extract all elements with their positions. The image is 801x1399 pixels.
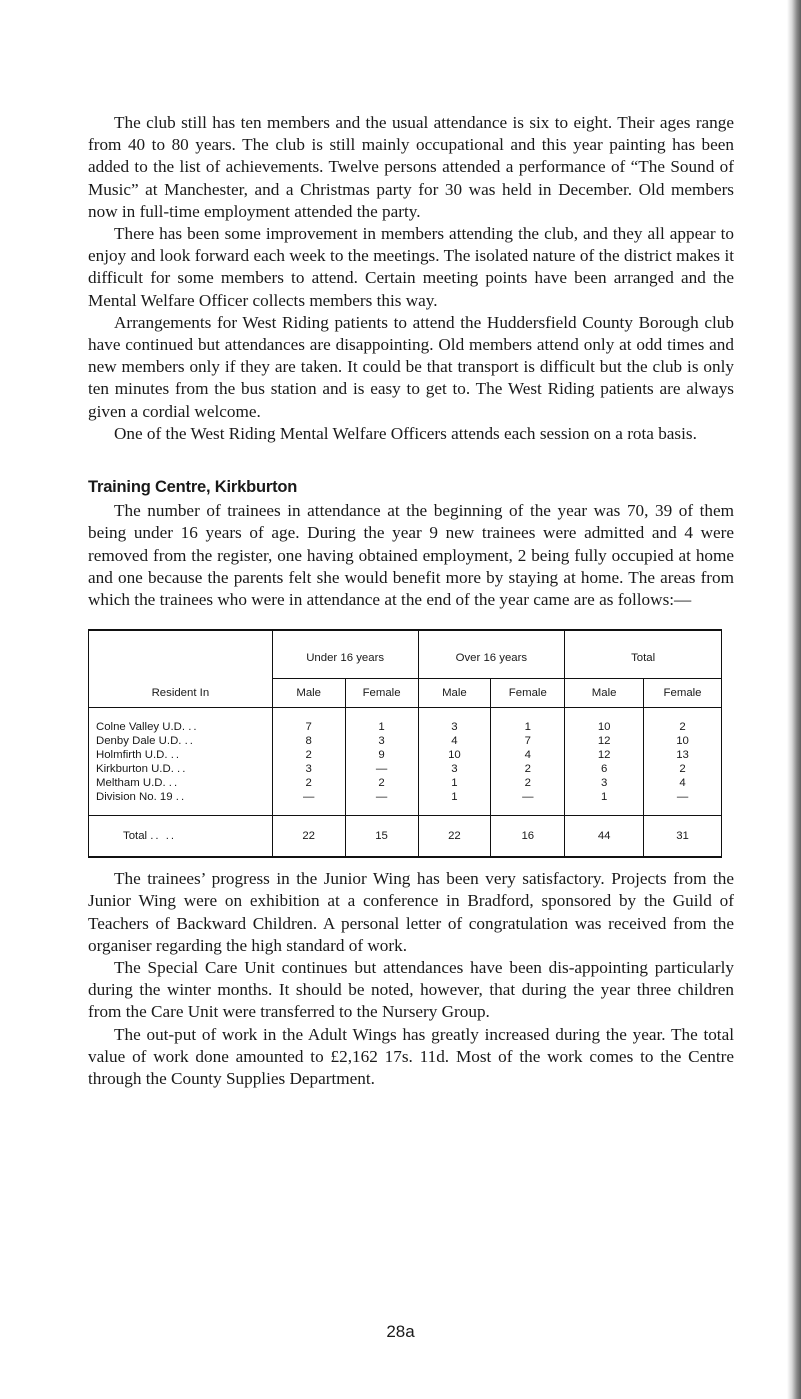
value-cell: 1 [418, 790, 491, 816]
table-row [89, 776, 722, 790]
paragraph-west-riding-arrangements: Arrangements for West Riding patients to attend the Huddersfield County Borough club have continued but attendances are disappointing. Old members attend only at odd times and new members only if they are taken. It could be that transport is difficult but the club is only ten minutes from the bus station and is easy to get to. The West Riding patients are always given a cordial welcome. [88, 312, 734, 421]
document-body [88, 112, 734, 1090]
table-total-row [89, 816, 722, 858]
value-cell: — [345, 762, 418, 776]
header-total-male: Male [565, 679, 644, 708]
value-cell: 3 [418, 708, 491, 735]
area-cell [89, 734, 273, 748]
header-over-16: Over 16 years [418, 630, 565, 679]
area-name: Division No. 19 [96, 791, 173, 804]
value-cell: 4 [418, 734, 491, 748]
leader-dots: .. .. [150, 830, 177, 843]
value-cell: 12 [565, 748, 644, 762]
leader-dots: .. [184, 735, 195, 748]
value-cell: 2 [491, 762, 565, 776]
paragraph-trainees-intro: The number of trainees in attendance at the beginning of the year was 70, 39 of them being under 16 years of age. During the year 9 new trainees were admitted and 4 were removed from the register, one having obtained employment, 2 being fully occupied at home and one because the parents felt she would benefit more by staying at home. The areas from which the trainees who were in attendance at the end of the year came are as follows:— [88, 501, 734, 610]
value-cell: 10 [676, 735, 689, 748]
page-number: 28a [386, 1322, 415, 1341]
area-cell [89, 790, 273, 816]
value-cell: — [345, 790, 418, 816]
value-cell: 3 [272, 762, 345, 776]
total-value-cell: 44 [565, 816, 644, 858]
area-cell [89, 708, 273, 735]
table-row [89, 734, 722, 748]
table-header-group-row [89, 630, 722, 679]
total-label: Total [123, 830, 148, 843]
value-cell: 2 [345, 776, 418, 790]
total-value-cell: 15 [345, 816, 418, 858]
value-cell: 7 [491, 734, 565, 748]
value-cell: 1 [565, 790, 644, 816]
area-cell [89, 748, 273, 762]
total-value-cell: 22 [418, 816, 491, 858]
header-under-16: Under 16 years [272, 630, 418, 679]
header-under-16-female: Female [345, 679, 418, 708]
value-cell: 3 [565, 776, 644, 790]
value-cell: 4 [491, 748, 565, 762]
header-over-16-female: Female [491, 679, 565, 708]
paragraph-club-attendance: There has been some improvement in members attending the club, and they all appear to enjoy and look forward each week to the meetings. The isolated nature of the district makes it difficult for some members to attend. Certain meeting points have been arranged and the Mental Welfare Officer collects members this way. [88, 224, 734, 310]
area-name: Holmfirth U.D. [96, 749, 168, 762]
leader-dots: .. [175, 791, 187, 804]
table-row [89, 762, 722, 776]
value-cell: 10 [565, 708, 644, 735]
value-cell: 13 [676, 749, 689, 762]
table-row [89, 790, 722, 816]
value-cell: — [491, 790, 565, 816]
area-name: Colne Valley U.D. [96, 721, 186, 734]
value-cell: 6 [565, 762, 644, 776]
value-cell: 2 [272, 776, 345, 790]
leader-dots: .. [170, 749, 182, 762]
page-edge-shadow [787, 0, 801, 1399]
value-cell: — [272, 790, 345, 816]
value-cell: 10 [418, 748, 491, 762]
paragraph-club-members: The club still has ten members and the usual attendance is six to eight. Their ages range from 40 to 80 years. The club is still mainly occupational and this year painting has been added to the list of achievements. Twelve persons attended a performance of “The Sound of Music” at Manchester, and a Christmas party for 30 was held in December. Old members now in full-time employment attended the party. [88, 113, 734, 221]
total-value-cell: 31 [644, 816, 722, 858]
area-name: Meltham U.D. [96, 777, 166, 790]
value-cell: 2 [272, 748, 345, 762]
trainees-table-wrapper [88, 629, 734, 858]
header-total: Total [631, 651, 656, 664]
value-cell: 9 [345, 748, 418, 762]
paragraph-junior-wing: The trainees’ progress in the Junior Wing has been very satisfactory. Projects from the Junior Wing were on exhibition at a conference in Bradford, sponsored by the Guild of Teachers of Backward Children. A personal letter of congratulation was received from the organiser regarding the high standard of work. [88, 869, 734, 955]
header-over-16-male: Male [418, 679, 491, 708]
paragraph-welfare-officers: One of the West Riding Mental Welfare Officers attends each session on a rota basis. [114, 423, 697, 443]
paragraph-special-care-unit: The Special Care Unit continues but attendances have been dis-appointing particularly during the winter months. It should be noted, however, that during the year three children from the Care Unit were transferred to the Nursery Group. [88, 958, 734, 1022]
value-cell: 2 [491, 776, 565, 790]
value-cell: 8 [272, 734, 345, 748]
value-cell: 3 [418, 762, 491, 776]
total-label-cell [89, 816, 273, 858]
value-cell: 1 [418, 776, 491, 790]
trainees-by-area-table [88, 629, 722, 858]
area-name: Denby Dale U.D. [96, 735, 182, 748]
leader-dots: .. [188, 721, 199, 734]
leader-dots: .. [168, 777, 180, 790]
header-resident-in: Resident In [89, 630, 273, 708]
total-value-cell: 22 [272, 816, 345, 858]
area-cell [89, 762, 273, 776]
leader-dots: .. [177, 763, 188, 776]
area-cell [89, 776, 273, 790]
table-row [89, 708, 722, 735]
value-cell: 1 [345, 708, 418, 735]
value-cell: 4 [679, 777, 686, 790]
value-cell: 1 [491, 708, 565, 735]
total-value-cell: 16 [491, 816, 565, 858]
paragraph-adult-wings: The out-put of work in the Adult Wings has greatly increased during the year. The total value of work done amounted to £2,162 17s. 11d. Most of the work comes to the Centre through the County Supplies Department. [88, 1024, 734, 1089]
header-under-16-male: Male [272, 679, 345, 708]
value-cell: 7 [272, 708, 345, 735]
value-cell: 2 [679, 763, 686, 776]
value-cell: 3 [345, 734, 418, 748]
table-row [89, 748, 722, 762]
section-heading: Training Centre, Kirkburton [88, 478, 298, 497]
value-cell: — [676, 791, 689, 804]
header-total-female: Female [644, 679, 722, 708]
area-name: Kirkburton U.D. [96, 763, 174, 776]
value-cell: 2 [679, 721, 686, 734]
value-cell: 12 [565, 734, 644, 748]
